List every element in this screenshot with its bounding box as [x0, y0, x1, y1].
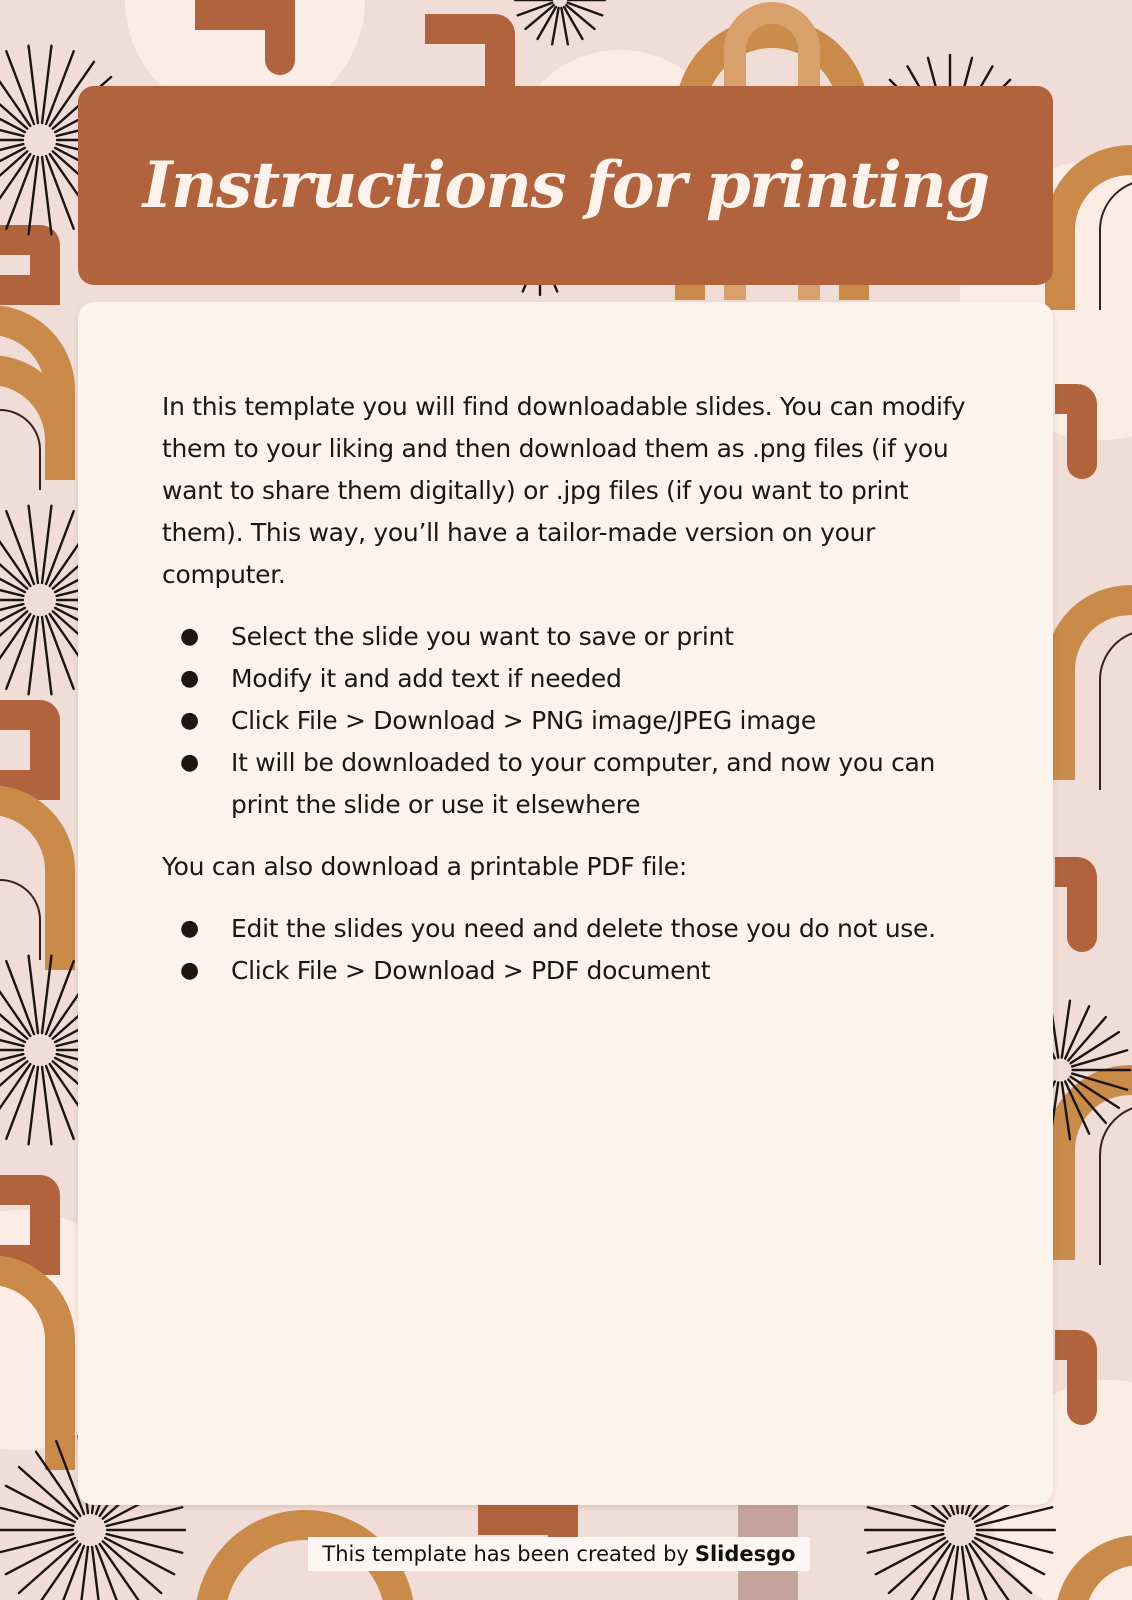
list-item: ● It will be downloaded to your computer, and now you can print the slide or use it elsewhere: [180, 748, 936, 819]
page-title: Instructions for printing: [142, 148, 989, 223]
intro-paragraph: In this template you will find downloadable slides. You can modify them to your liking and then download them as .png files (if you want to share them digitally) or .jpg files (if you want to print them). This way, you’ll have a tailor-made version on your computer.: [162, 392, 966, 589]
list-item: ● Modify it and add text if needed: [180, 664, 622, 693]
steps-list: [162, 616, 973, 826]
title-banner: [78, 86, 1053, 285]
pdf-steps-list: [162, 908, 973, 992]
footer-text: This template has been created by: [322, 1542, 689, 1566]
list-item: ● Click File > Download > PDF document: [180, 956, 711, 985]
pdf-intro-paragraph: You can also download a printable PDF file:: [162, 852, 687, 881]
list-item: ● Select the slide you want to save or print: [180, 622, 734, 651]
list-item: ● Edit the slides you need and delete those you do not use.: [180, 914, 936, 943]
footer-brand[interactable]: Slidesgo: [694, 1542, 796, 1566]
footer-credit: [308, 1537, 810, 1571]
content-card: [78, 302, 1053, 1505]
list-item: ● Click File > Download > PNG image/JPEG image: [180, 706, 816, 735]
